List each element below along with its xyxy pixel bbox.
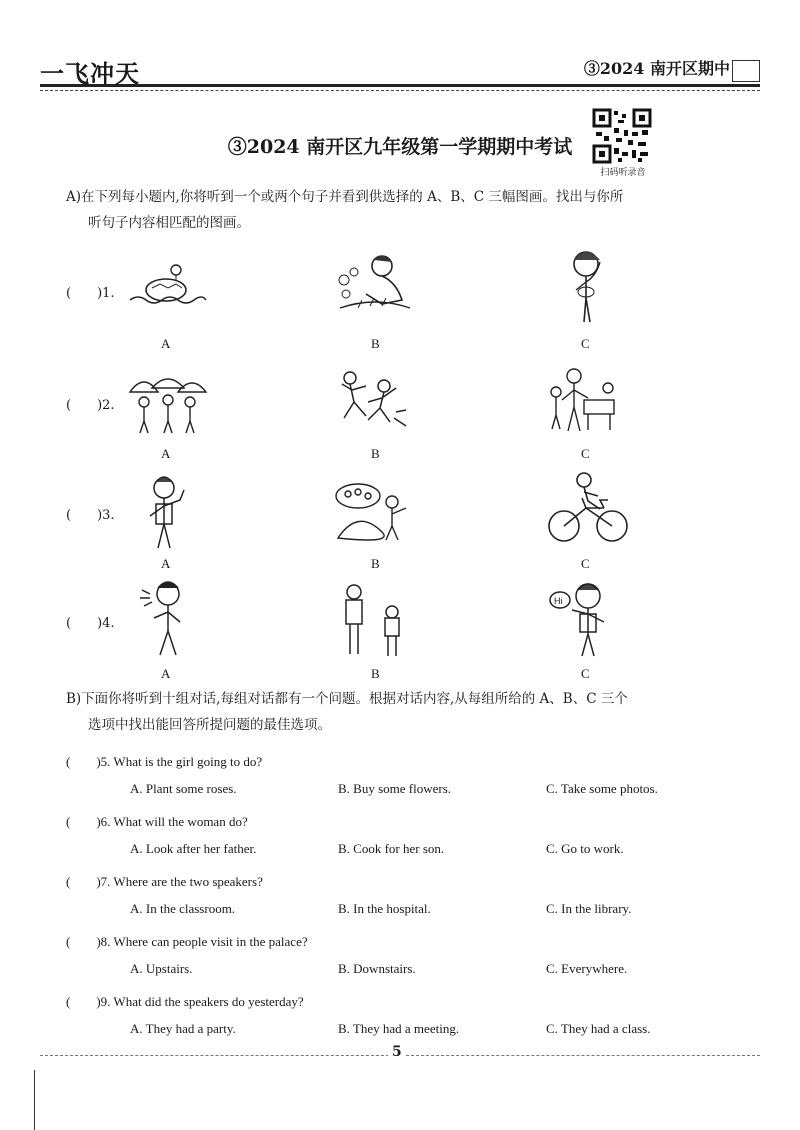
q2-option-a-label: A (161, 446, 171, 461)
swimming-turtle-picture (128, 262, 208, 312)
q7-choice-a: A. In the classroom. (130, 901, 236, 916)
man-riding-bicycle-picture (546, 470, 630, 546)
question-8-text: ( )8. Where can people visit in the palace? (66, 934, 308, 949)
kids-playing-picture (334, 368, 414, 436)
section-a-line2: 听句子内容相匹配的图画。 (88, 215, 250, 231)
boy-saying-hi-picture (548, 580, 624, 660)
q4-option-a-label: A (161, 666, 171, 681)
boy-sneezing-picture (136, 580, 196, 660)
hi-speech-bubble-text: Hi (554, 596, 563, 606)
header-stamp-icon (732, 60, 760, 82)
q7-choice-b: B. In the hospital. (338, 901, 431, 916)
q5-choice-a: A. Plant some roses. (130, 781, 237, 796)
question-6-text: ( )6. What will the woman do? (66, 814, 248, 829)
section-b-line2: 选项中找出能回答所提问题的最佳选项。 (88, 717, 331, 733)
q3-option-b-label: B (371, 556, 380, 571)
question-5-text: ( )5. What is the girl going to do? (66, 754, 263, 769)
qr-code-icon[interactable] (592, 108, 652, 164)
q6-choice-c: C. Go to work. (546, 841, 624, 856)
question-2-number: ( )2. (66, 398, 115, 413)
q9-choice-b: B. They had a meeting. (338, 1021, 460, 1036)
question-4-number: ( )4. (66, 616, 115, 631)
q7-choice-c: C. In the library. (546, 901, 632, 916)
brand-logo-text: 一飞冲天 (40, 60, 140, 88)
q6-choice-b: B. Cook for her son. (338, 841, 445, 856)
section-b-line1: B)下面你将听到十组对话,每组对话都有一个问题。根据对话内容,从每组所给的 A、B、C 三个 (66, 691, 628, 707)
q8-choice-c: C. Everywhere. (546, 961, 628, 976)
q9-choice-c: C. They had a class. (546, 1021, 651, 1036)
section-b-instructions (66, 686, 746, 738)
q8-choice-a: A. Upstairs. (130, 961, 193, 976)
q9-choice-a: A. They had a party. (130, 1021, 236, 1036)
girl-planting-flowers-picture (330, 250, 420, 320)
section-a-instructions (66, 184, 746, 236)
qr-caption: 扫码听录音 (600, 168, 646, 178)
q5-choice-b: B. Buy some flowers. (338, 781, 452, 796)
boy-coughing-picture (136, 474, 196, 552)
section-a-line1: A)在下列每小题内,你将听到一个或两个句子并看到供选择的 A、B、C 三幅图画。找出与你所 (66, 189, 624, 205)
header-exam-label: ③2024 南开区期中 (583, 59, 730, 78)
q3-option-c-label: C (581, 556, 590, 571)
q5-choice-c: C. Take some photos. (546, 781, 658, 796)
q1-option-c-label: C (581, 336, 590, 351)
people-picnic-picture (330, 478, 420, 548)
question-9-text: ( )9. What did the speakers do yesterday? (66, 994, 304, 1009)
group-with-umbrellas-picture (126, 372, 210, 436)
question-7-text: ( )7. Where are the two speakers? (66, 874, 263, 889)
q8-choice-b: B. Downstairs. (338, 961, 416, 976)
q3-option-a-label: A (161, 556, 171, 571)
q4-option-c-label: C (581, 666, 590, 681)
q6-choice-a: A. Look after her father. (130, 841, 257, 856)
page-title: ③2024 南开区九年级第一学期期中考试 (227, 136, 573, 158)
q2-option-c-label: C (581, 446, 590, 461)
header-rule-dashed (40, 90, 760, 91)
adult-and-child-picture (336, 580, 412, 660)
q2-option-b-label: B (371, 446, 380, 461)
question-3-number: ( )3. (66, 508, 115, 523)
q4-option-b-label: B (371, 666, 380, 681)
header-rule (40, 84, 760, 87)
q1-option-b-label: B (371, 336, 380, 351)
question-1-number: ( )1. (66, 286, 115, 301)
q1-option-a-label: A (161, 336, 171, 351)
binding-margin-line (34, 1070, 35, 1130)
girl-dancing-picture (560, 246, 620, 326)
family-at-table-picture (546, 366, 622, 436)
page-number: 5 (388, 1044, 406, 1060)
